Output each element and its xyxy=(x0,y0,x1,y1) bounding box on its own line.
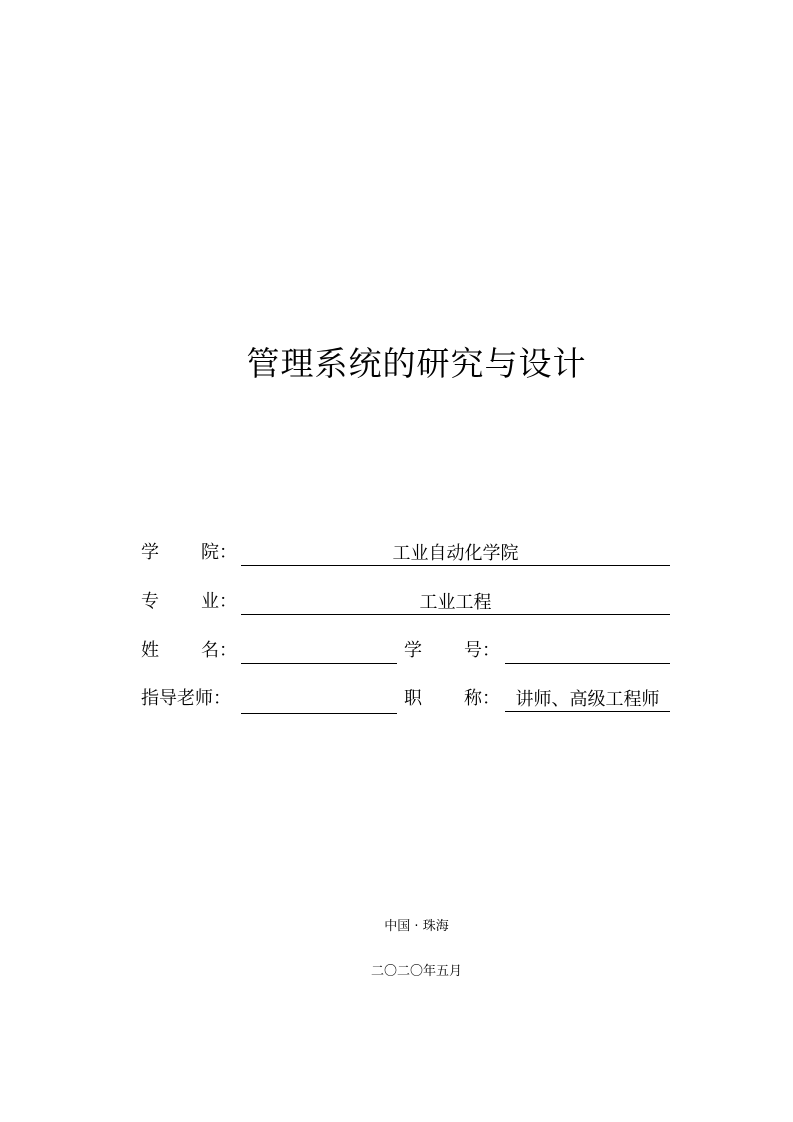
thesis-title: 管理系统的研究与设计 xyxy=(246,344,587,383)
position-label-char-1: 职 xyxy=(404,688,422,709)
name-field xyxy=(241,641,397,664)
major-label xyxy=(141,591,241,613)
student-id-label-char-2: 号： xyxy=(464,640,500,661)
position-label xyxy=(404,688,504,710)
advisor-label: 指导老师： xyxy=(141,688,231,709)
major-field: 工业工程 xyxy=(241,592,670,615)
college-label xyxy=(141,542,241,564)
student-id-label xyxy=(404,640,504,662)
student-id-label-char-1: 学 xyxy=(404,640,422,661)
college-label-char-1: 学 xyxy=(141,542,159,563)
name-label-char-2: 名： xyxy=(201,640,237,661)
position-label-char-2: 称： xyxy=(464,688,500,709)
college-label-char-2: 院： xyxy=(201,542,237,563)
major-label-char-1: 专 xyxy=(141,591,159,612)
advisor-field xyxy=(241,691,397,714)
college-field: 工业自动化学院 xyxy=(241,543,670,566)
student-id-field xyxy=(505,641,670,664)
name-label-char-1: 姓 xyxy=(141,640,159,661)
major-label-char-2: 业： xyxy=(201,591,237,612)
position-field: 讲师、高级工程师 xyxy=(505,689,670,712)
location-text: 中国 · 珠海 xyxy=(384,919,449,934)
name-label xyxy=(141,640,241,662)
date-text: 二〇二〇年五月 xyxy=(370,964,462,979)
